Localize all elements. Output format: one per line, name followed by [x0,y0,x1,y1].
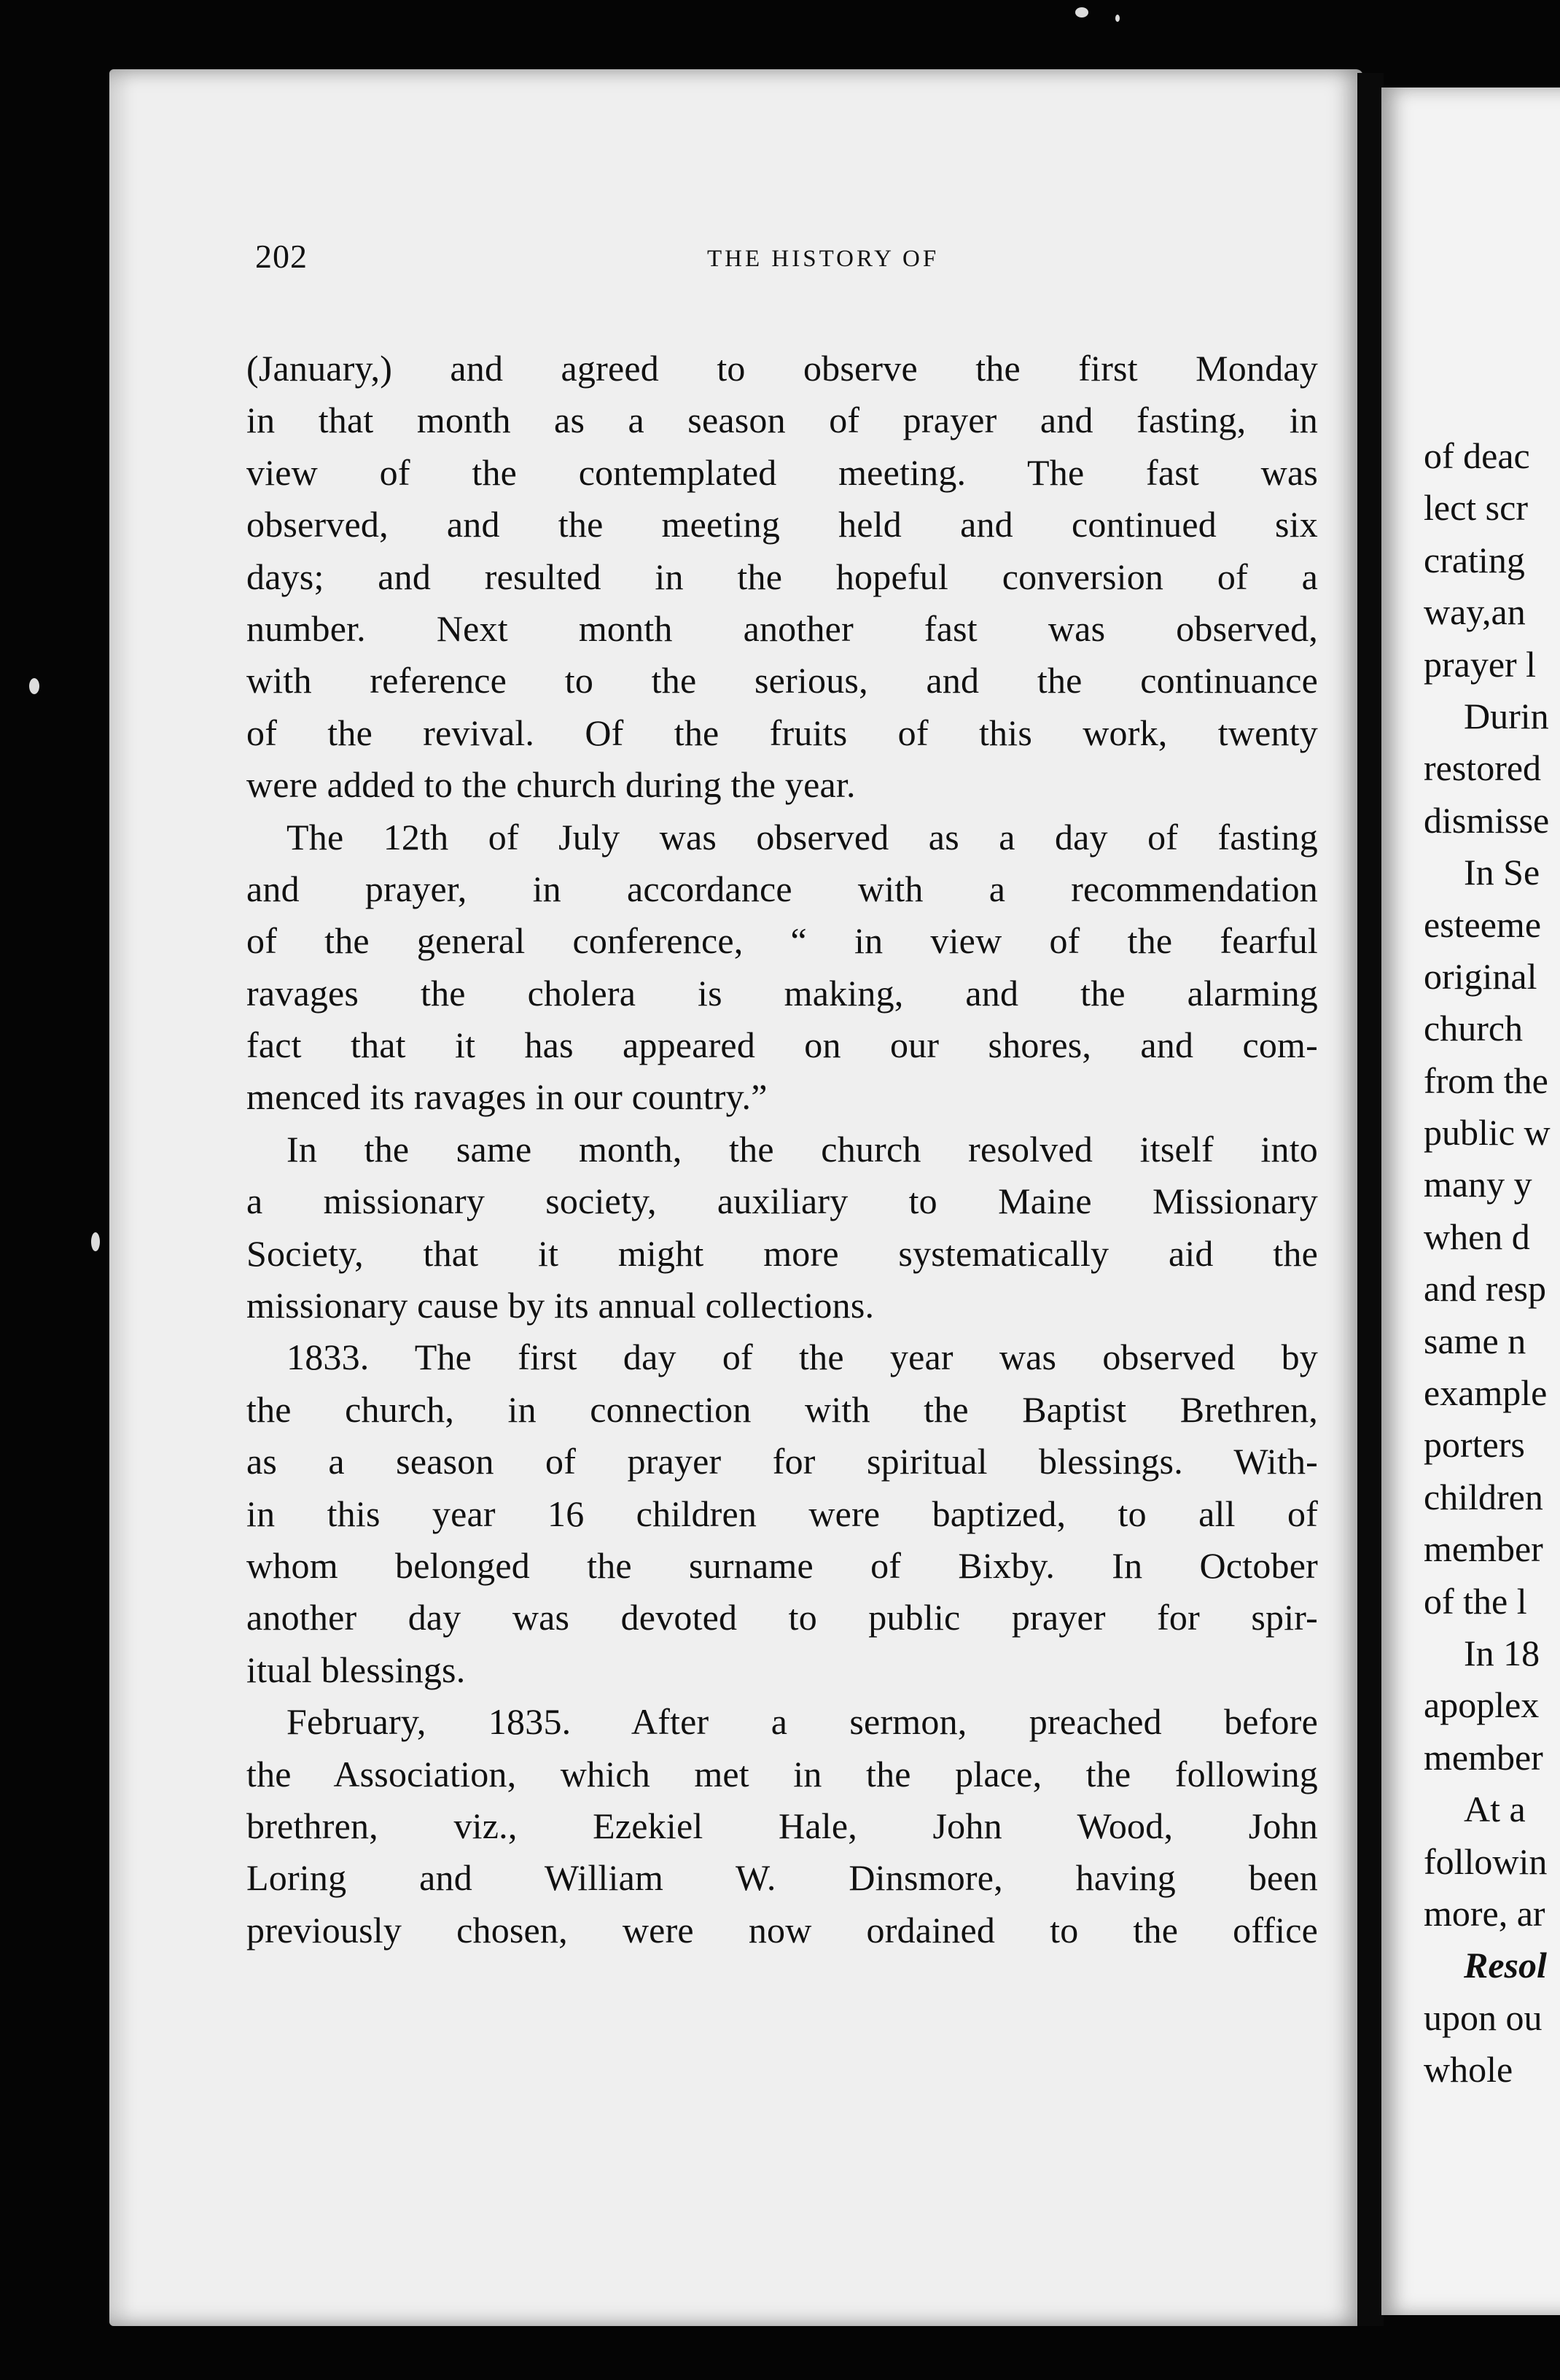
right-line: way,an [1424,591,1526,633]
right-line: public w [1424,1112,1551,1154]
right-line: member [1424,1528,1543,1570]
scan-speck [91,1232,100,1251]
text-line: fact that it has appeared on our shores, and com- [246,1024,1318,1066]
right-line: whole [1424,2049,1513,2091]
text-line: number. Next month another fast was observed, [246,607,1318,649]
right-line: porters [1424,1424,1525,1466]
right-line: many y [1424,1164,1532,1205]
text-line: In the same month, the church resolved itself into [286,1128,1318,1170]
text-line: itual blessings. [246,1649,466,1690]
right-line: from the [1424,1059,1548,1101]
right-line: church [1424,1008,1524,1049]
right-line: upon ou [1424,1996,1543,2038]
text-line: and prayer, in accordance with a recommendation [246,868,1318,909]
right-line: and resp [1424,1268,1546,1310]
text-line: another day was devoted to public prayer for spir- [246,1597,1318,1638]
text-line: with reference to the serious, and the continuance [246,660,1318,701]
right-line: example [1424,1372,1548,1414]
scan-speck [1075,7,1088,18]
right-line: At a [1464,1789,1526,1830]
right-line: restored [1424,747,1542,789]
right-line: dismisse [1424,799,1550,841]
right-line: In Se [1464,852,1540,893]
right-line: In 18 [1464,1632,1540,1673]
right-line: prayer l [1424,643,1537,685]
text-line: previously chosen, were now ordained to the office [246,1909,1318,1951]
right-line: lect scr [1424,487,1528,529]
right-line: of deac [1424,435,1530,476]
right-line: Resol [1464,1945,1547,1986]
running-head: THE HISTORY OF [707,246,940,272]
text-line: in that month as a season of prayer and fasting, in [246,400,1318,441]
text-line: the church, in connection with the Baptist Brethren, [246,1388,1318,1430]
left-page-text [246,343,1318,1956]
text-line: of the revival. Of the fruits of this work, twenty [246,712,1318,753]
text-line: whom belonged the surname of Bixby. In October [246,1544,1318,1586]
right-line: followin [1424,1840,1548,1882]
text-line: in this year 16 children were baptized, to all of [246,1493,1318,1534]
text-line: observed, and the meeting held and continued six [246,504,1318,545]
text-line: of the general conference, “ in view of the fearful [246,920,1318,962]
right-line: children [1424,1476,1543,1517]
right-line: same n [1424,1320,1526,1361]
text-line: Loring and William W. Dinsmore, having been [246,1857,1318,1899]
scan-speck [29,678,39,694]
right-page [1381,88,1560,2315]
right-line: member [1424,1736,1543,1778]
text-line: brethren, viz., Ezekiel Hale, John Wood, John [246,1805,1318,1846]
right-line: apoplex [1424,1684,1540,1726]
text-line: Society, that it might more systematically aid the [246,1232,1318,1274]
page-header [255,237,1341,281]
right-line: crating [1424,539,1525,580]
right-line: esteeme [1424,903,1542,945]
page-number: 202 [255,238,308,275]
text-line: 1833. The first day of the year was observed by [286,1337,1318,1378]
text-line: (January,) and agreed to observe the first Monday [246,348,1318,389]
right-line: when d [1424,1216,1530,1257]
text-line: February, 1835. After a sermon, preached before [286,1701,1318,1743]
scan-speck [1115,15,1120,22]
text-line: The 12th of July was observed as a day of fasting [286,816,1318,858]
text-line: a missionary society, auxiliary to Maine Missionary [246,1181,1318,1222]
right-line: original [1424,955,1537,997]
right-line: more, ar [1424,1892,1545,1934]
text-line: ravages the cholera is making, and the alarming [246,972,1318,1014]
text-line: menced its ravages in our country.” [246,1076,768,1118]
text-line: missionary cause by its annual collections. [246,1285,875,1326]
right-page-text [1424,430,1560,2096]
text-line: were added to the church during the year. [246,764,856,806]
text-line: days; and resulted in the hopeful conversion of a [246,556,1318,597]
text-line: as a season of prayer for spiritual blessings. With- [246,1441,1318,1482]
right-line: Durin [1464,695,1549,736]
text-line: view of the contemplated meeting. The fast was [246,451,1318,493]
right-line: of the l [1424,1580,1527,1622]
book-gutter [1357,73,1384,2326]
text-line: the Association, which met in the place, the following [246,1753,1318,1794]
